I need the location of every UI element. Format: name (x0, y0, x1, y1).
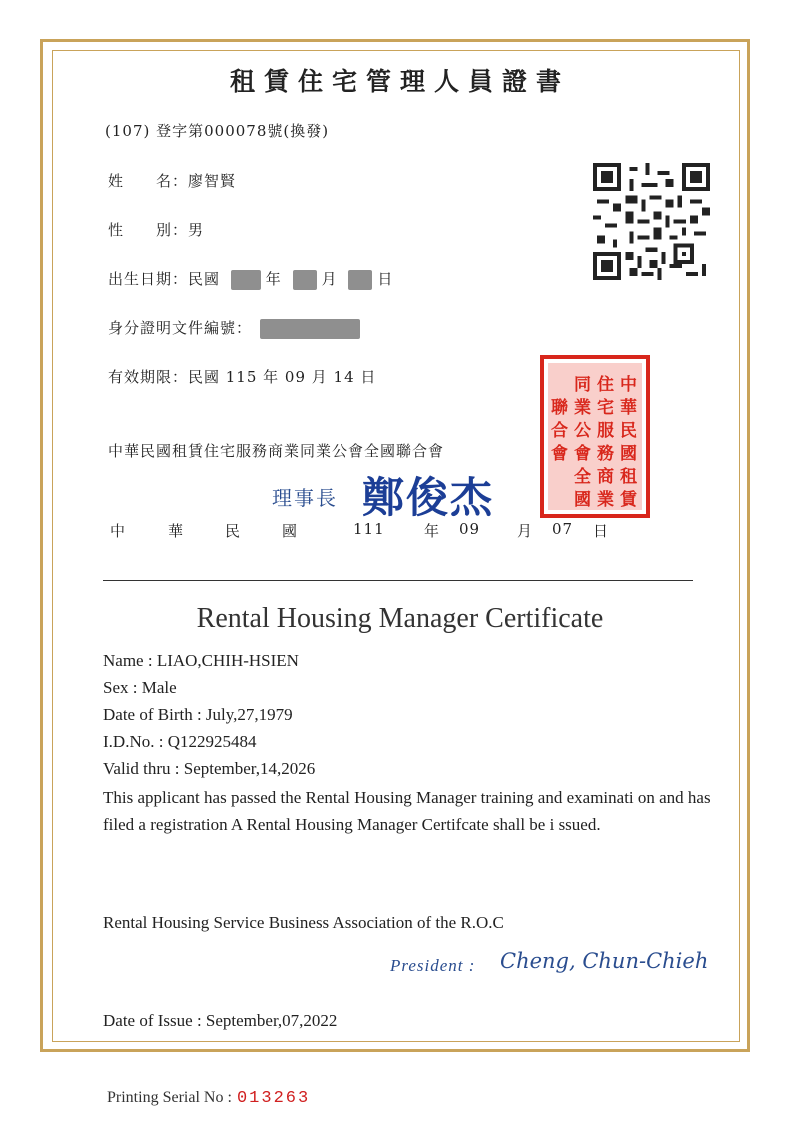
id-row-zh (108, 317, 360, 339)
valid-en: Valid thru : September,14,2026 (103, 759, 316, 778)
chairman-label: 理事長 (272, 486, 338, 510)
sex-value-zh: 男 (188, 221, 205, 239)
date-char: 華 (168, 522, 185, 540)
dob-label-zh: 出生日期：民國 (108, 270, 221, 288)
svg-text:同: 同 (574, 375, 591, 395)
name-value-zh: 廖智賢 (188, 172, 237, 190)
id-label-zh: 身分證明文件編號： (108, 319, 253, 337)
issue-date-en: Date of Issue : September,07,2022 (103, 1011, 338, 1030)
valid-row-zh: 有效期限：民國 115 年 09 月 14 日 (108, 368, 377, 386)
redaction-block (293, 270, 317, 290)
redaction-block (348, 270, 372, 290)
redaction-block (231, 270, 261, 290)
svg-text:服: 服 (597, 421, 614, 441)
redaction-block (260, 319, 360, 339)
dob-year-unit: 年 (265, 270, 282, 288)
dob-en: Date of Birth : July,27,1979 (103, 705, 293, 724)
date-char: 國 (282, 522, 299, 540)
svg-text:全: 全 (574, 467, 591, 487)
certificate-number: (107) 登字第000078號(換發) (105, 122, 330, 140)
name-en: Name : LIAO,CHIH-HSIEN (103, 651, 299, 670)
president-signature: Cheng, Chun-Chieh (500, 949, 709, 973)
id-en: I.D.No. : Q122925484 (103, 732, 257, 751)
date-year-unit: 年 (424, 522, 441, 540)
svg-text:商: 商 (597, 467, 614, 487)
svg-text:會: 會 (574, 444, 591, 464)
svg-text:中: 中 (620, 375, 637, 395)
qr-code (593, 163, 710, 280)
svg-text:國: 國 (620, 444, 637, 464)
official-seal (540, 355, 650, 518)
dob-row-zh (108, 268, 393, 290)
date-char: 民 (225, 522, 242, 540)
svg-text:國: 國 (574, 490, 591, 510)
svg-text:公: 公 (574, 421, 591, 441)
certificate-title-en: Rental Housing Manager Certificate (196, 603, 604, 634)
svg-text:賃: 賃 (620, 490, 637, 510)
svg-text:聯: 聯 (551, 398, 568, 418)
name-row-zh (108, 170, 236, 191)
svg-text:住: 住 (597, 375, 614, 395)
date-day-unit: 日 (593, 522, 610, 540)
svg-text:業: 業 (574, 398, 591, 418)
date-year: 111 (353, 520, 385, 538)
svg-text:華: 華 (620, 398, 637, 418)
sex-row-zh (108, 219, 204, 240)
svg-text:民: 民 (620, 421, 637, 441)
dob-day-unit: 日 (377, 270, 394, 288)
svg-text:會: 會 (551, 444, 568, 464)
svg-text:租: 租 (620, 467, 637, 487)
date-day: 07 (552, 520, 574, 538)
date-month: 09 (459, 520, 481, 538)
serial-number: 013263 (236, 1089, 311, 1108)
certificate-title-zh: 租賃住宅管理人員證書 (229, 67, 570, 96)
issue-date-zh (0, 520, 800, 544)
issuer-en: Rental Housing Service Business Association of the R.O.C (103, 913, 504, 932)
section-divider (103, 580, 693, 581)
printing-serial (107, 1087, 310, 1108)
svg-text:業: 業 (597, 490, 614, 510)
svg-text:務: 務 (597, 444, 614, 464)
chairman-signature: 鄭俊杰 (362, 473, 495, 522)
issuer-zh: 中華民國租賃住宅服務商業同業公會全國聯合會 (108, 442, 445, 460)
svg-text:合: 合 (551, 421, 568, 441)
svg-text:宅: 宅 (597, 398, 614, 418)
sex-label-zh: 性 別： (108, 221, 189, 239)
dob-month-unit: 月 (321, 270, 338, 288)
sex-en: Sex : Male (103, 678, 177, 697)
statement-en: This applicant has passed the Rental Housing Manager training and examinati on and has filed a registration A Rental Housing Manager Certifcate shall be i ssued. (103, 788, 711, 834)
president-label: President : (390, 956, 476, 975)
name-label-zh: 姓 名： (108, 172, 189, 190)
date-month-unit: 月 (517, 522, 534, 540)
date-char: 中 (110, 522, 127, 540)
serial-label: Printing Serial No : (107, 1089, 232, 1106)
